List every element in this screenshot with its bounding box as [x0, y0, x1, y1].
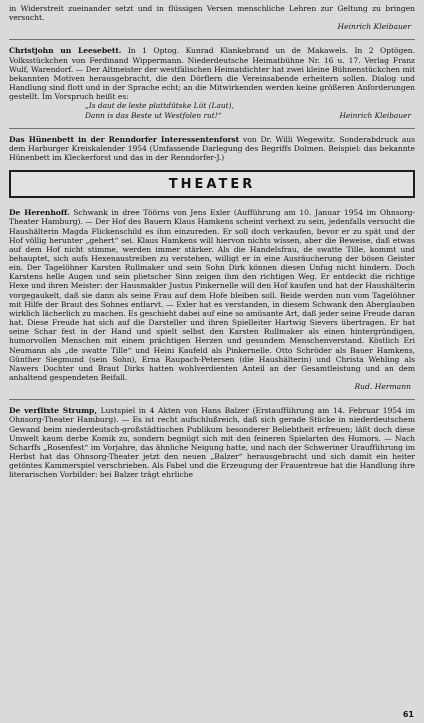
- review-christjohn-quote-line1: „Is daut de leste plattdütske Lüt (Laut),: [85, 101, 234, 111]
- review-herenhoff-title: De Herenhoff.: [9, 208, 70, 218]
- review-christjohn-signature: Heinrich Kleibauer: [339, 110, 411, 120]
- intro-paragraph: in Widerstreit zueinander setzt und in flüssigen Versen menschliche Lehren zur Geltung zu bringen versucht.: [9, 4, 415, 23]
- review-strump-body: Lustspiel in 4 Akten von Hans Balzer (Erstaufführung am 14. Februar 1954 im Ohnsorg-Theater Hamburg). — Es ist recht aufschlußreich, daß sich gerade Stücke in niederdeutschem Gewand beim niederdeutsch-großstädtischen Publikum besonderer Beliebtheit erfreuen; läßt doch diese Umwelt kaum derbe Komik zu, sondern begnügt sich mit den feineren Spielarten des Humors. — Nach Scharffs „Rosenfest“ im Vorjahre, das ähnliche Neigung hatte, und nach der Schweriner Uraufführung im Herbst hat das Ohnsorg-Theater jetzt den neuen „Balzer“ herausgebracht und sich damit ein heiter getöntes Kammerspiel verschrieben. Als Fabel und die Erzeugung der Frauentreue hat die Handlung ihre literarischen Vorbilder: bei Balzer trägt ehrliche: [9, 406, 415, 480]
- review-huenenbett-body: von Dr. Willi Wegewitz. Sonderabdruck aus dem Harburger Kreiskalender 1954 (Umfassende Darlegung des Begriffs Dolmen. Beispiel: das bekannte Hünenbett im Kleckerforst und das in der Renndorfer-J.): [9, 134, 415, 163]
- review-strump: [9, 406, 415, 479]
- review-huenenbett-text: [9, 135, 415, 162]
- review-christjohn-text: [9, 46, 415, 101]
- review-christjohn-quote-line2: Dann is das Beste ut Westfolen rut!“: [85, 110, 222, 120]
- review-strump-title: De verflixte Strump,: [9, 406, 97, 416]
- page-number: 61: [402, 710, 414, 719]
- review-christjohn-quote-row: [9, 111, 415, 120]
- review-huenenbett: [9, 135, 415, 162]
- review-herenhoff: [9, 208, 415, 391]
- divider: [9, 399, 415, 400]
- review-christjohn-title: Christjohn un Leesebett.: [9, 46, 122, 56]
- review-christjohn: [9, 46, 415, 119]
- review-christjohn-body: In 1 Optog. Kunrad Klankebrand un de Makawels. In 2 Optögen. Volksstückchen von Ferdinand Wippermann. Niederdeutsche Heimatbühne Nr. 16 u. 17. Verlag Franz Wulf, Warendorf. — Der Altmeister der westfälischen Heimatdichter hat zwei kleine Bühnenstückchen mit bekannten Motiven herausgebracht, die den Dörflern die Vereinsabende erheitern sollen. Dialog und Handlung sind flott und in der Sprache echt; an die Mitwirkenden werden keine größeren Anforderungen gestellt. Im Vorspruch heißt es:: [9, 46, 415, 102]
- divider: [9, 39, 415, 40]
- review-huenenbett-title: Das Hünenbett in der Renndorfer Interessentenforst: [9, 134, 240, 144]
- review-strump-text: [9, 406, 415, 479]
- section-header-box: [9, 170, 415, 198]
- review-herenhoff-text: [9, 208, 415, 382]
- review-herenhoff-signature: Rud. Hermann: [354, 382, 411, 392]
- review-herenhoff-body: Schwank in dree Töörns von Jens Exler (Aufführung am 10. Januar 1954 im Ohnsorg-Theater Hamburg). — Der Hof des Bauern Klaus Hamkens scheint verhext zu sein, jedenfalls versucht die Haushälterin Magda Flickenschild es ihm einzureden. Er soll doch verkaufen, bevor er zu spät und der Hof völlig herunter „gehert“ sei. Klaus Hamkens will hiervon nichts wissen, aber die Beweise, daß etwas auf dem Hof nicht stimme, werden immer stärker. Als die Handelsfrau, de swatte Tille, kommt und behauptet, sich aufs Hexenaustreiben zu verstehen, willigt er in eine Ausräucherung der bösen Geister ein. Der Tagelöhner Karsten Rullmaker und sein Sohn Dirk können diesen Unfug nicht hindern. Doch Karstens helle Augen und sein plietscher Sinn zeigen ihm den richtigen Weg. Er entdeckt die richtige Hexe und ihren Meister: der Hausmakler Justus Pinkernelle will den Hof kaufen und hat der Haushälterin vorgegaukelt, daß sie dann als seine Frau auf dem Hofe bleiben soll. Beide werden nun vom Tagelöhner mit Hilfe der Braut des Sohnes entlarvt. — Exler hat es verstanden, in diesem Schwank den Aberglauben wirklich lächerlich zu machen. Es geschieht dabei auf eine so amüsante Art, daß jeder seine Freude daran hat. Diese Freude hat sich auf die Darsteller und ihren Spielleiter Hartwig Sievers übertragen. Er hat seine Schar fest in der Hand und spielt selbst den Karsten Rullmaker als einen hintergründigen, humorvollen Menschen mit einem prächtigen Herzen und gesundem Menschenverstand. Köstlich Eri Neumann als „de swatte Tille“ und Heini Kaufeld als Pinkernelle. Otto Schröder als Bauer Hamkens, Günther Siegmund (sein Sohn), Erna Raupach-Petersen (die Haushälterin) und Christa Wehling als Nawers Dochter und Braut Dirks hatten wohlverdienten Anteil an der Gesamtleistung und an dem anhaltend gespendeten Beifall.: [9, 208, 415, 382]
- divider: [9, 128, 415, 129]
- section-title: THEATER: [168, 176, 256, 192]
- intro-signature: Heinrich Kleibauer: [337, 22, 411, 32]
